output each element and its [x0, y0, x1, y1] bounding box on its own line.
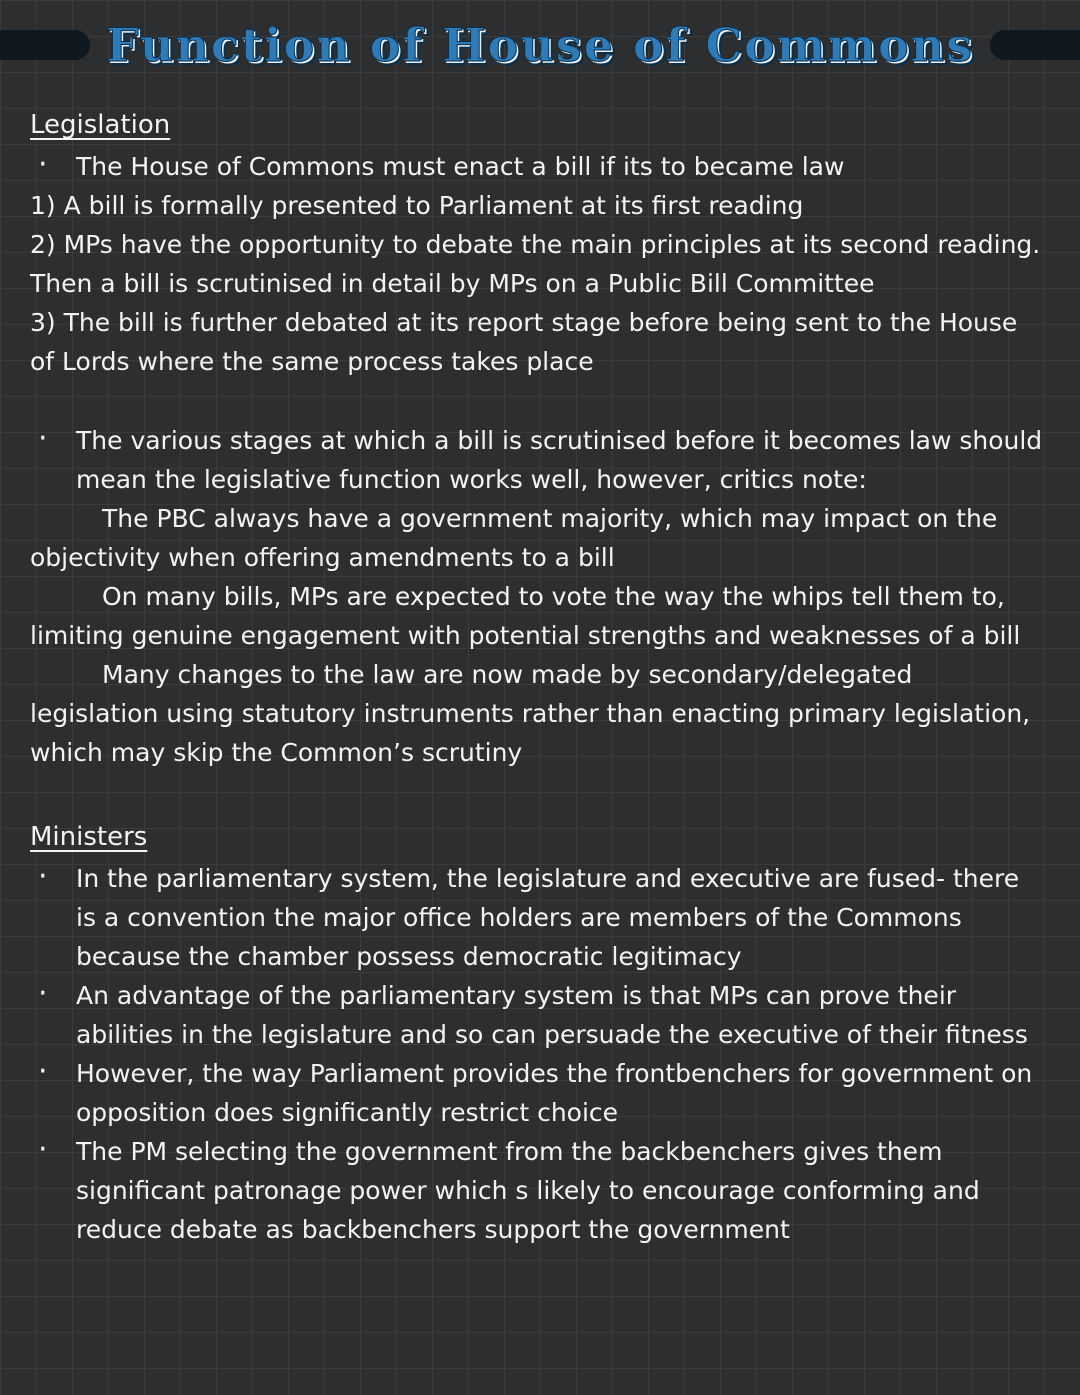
item-text: An advantage of the parliamentary system is that MPs can prove their abilities in the legislature and so can persuade the executive of their fitness — [76, 981, 1028, 1049]
section-heading: Ministers — [30, 822, 148, 852]
bullet-item — [30, 859, 1046, 976]
item-text: The House of Commons must enact a bill if its to became law — [76, 152, 845, 181]
section-heading: Legislation — [30, 110, 171, 140]
bullet-item — [30, 147, 1046, 186]
bullet-item — [30, 421, 1046, 499]
bullet-item — [30, 976, 1046, 1054]
bullet-dot: · — [38, 1132, 48, 1167]
bullet-dot: · — [38, 147, 48, 182]
title-decoration-right — [990, 30, 1080, 60]
section-ministers — [30, 818, 1046, 1249]
numbered-item: 1) A bill is formally presented to Parliament at its first reading — [30, 191, 804, 220]
item-text: In the parliamentary system, the legislature and executive are fused- there is a convention the major office holders are members of the Commons because the chamber possess democratic legitimacy — [76, 864, 1020, 971]
section-legislation — [30, 106, 1046, 772]
title-row — [0, 0, 1080, 74]
title-decoration-left — [0, 30, 90, 60]
item-text: The PM selecting the government from the backbenchers gives them significant patronage power which s likely to encourage conforming and reduce debate as backbenchers support the government — [76, 1137, 980, 1244]
bullet-dot: · — [38, 859, 48, 894]
numbered-item: 2) MPs have the opportunity to debate the main principles at its second reading. Then a bill is scrutinised in detail by MPs on a Public Bill Committee — [30, 230, 1041, 298]
page-title: Function of House of Commons — [106, 18, 975, 72]
paragraph-item: On many bills, MPs are expected to vote the way the whips tell them to, limiting genuine engagement with potential strengths and weaknesses of a bill — [30, 582, 1021, 650]
bullet-dot: · — [38, 421, 48, 456]
bullet-item — [30, 1132, 1046, 1249]
paragraph-item: Many changes to the law are now made by secondary/delegated legislation using statutory instruments rather than enacting primary legislation, which may skip the Common’s scrutiny — [30, 660, 1031, 767]
bullet-dot: · — [38, 976, 48, 1011]
item-text: However, the way Parliament provides the frontbenchers for government on opposition does significantly restrict choice — [76, 1059, 1033, 1127]
notes-body — [0, 106, 1080, 1249]
bullet-dot: · — [38, 1054, 48, 1089]
bullet-item — [30, 1054, 1046, 1132]
numbered-item: 3) The bill is further debated at its report stage before being sent to the House of Lords where the same process takes place — [30, 308, 1018, 376]
item-text: The various stages at which a bill is scrutinised before it becomes law should mean the legislative function works well, however, critics note: — [76, 426, 1043, 494]
paragraph-item: The PBC always have a government majority, which may impact on the objectivity when offering amendments to a bill — [30, 504, 998, 572]
